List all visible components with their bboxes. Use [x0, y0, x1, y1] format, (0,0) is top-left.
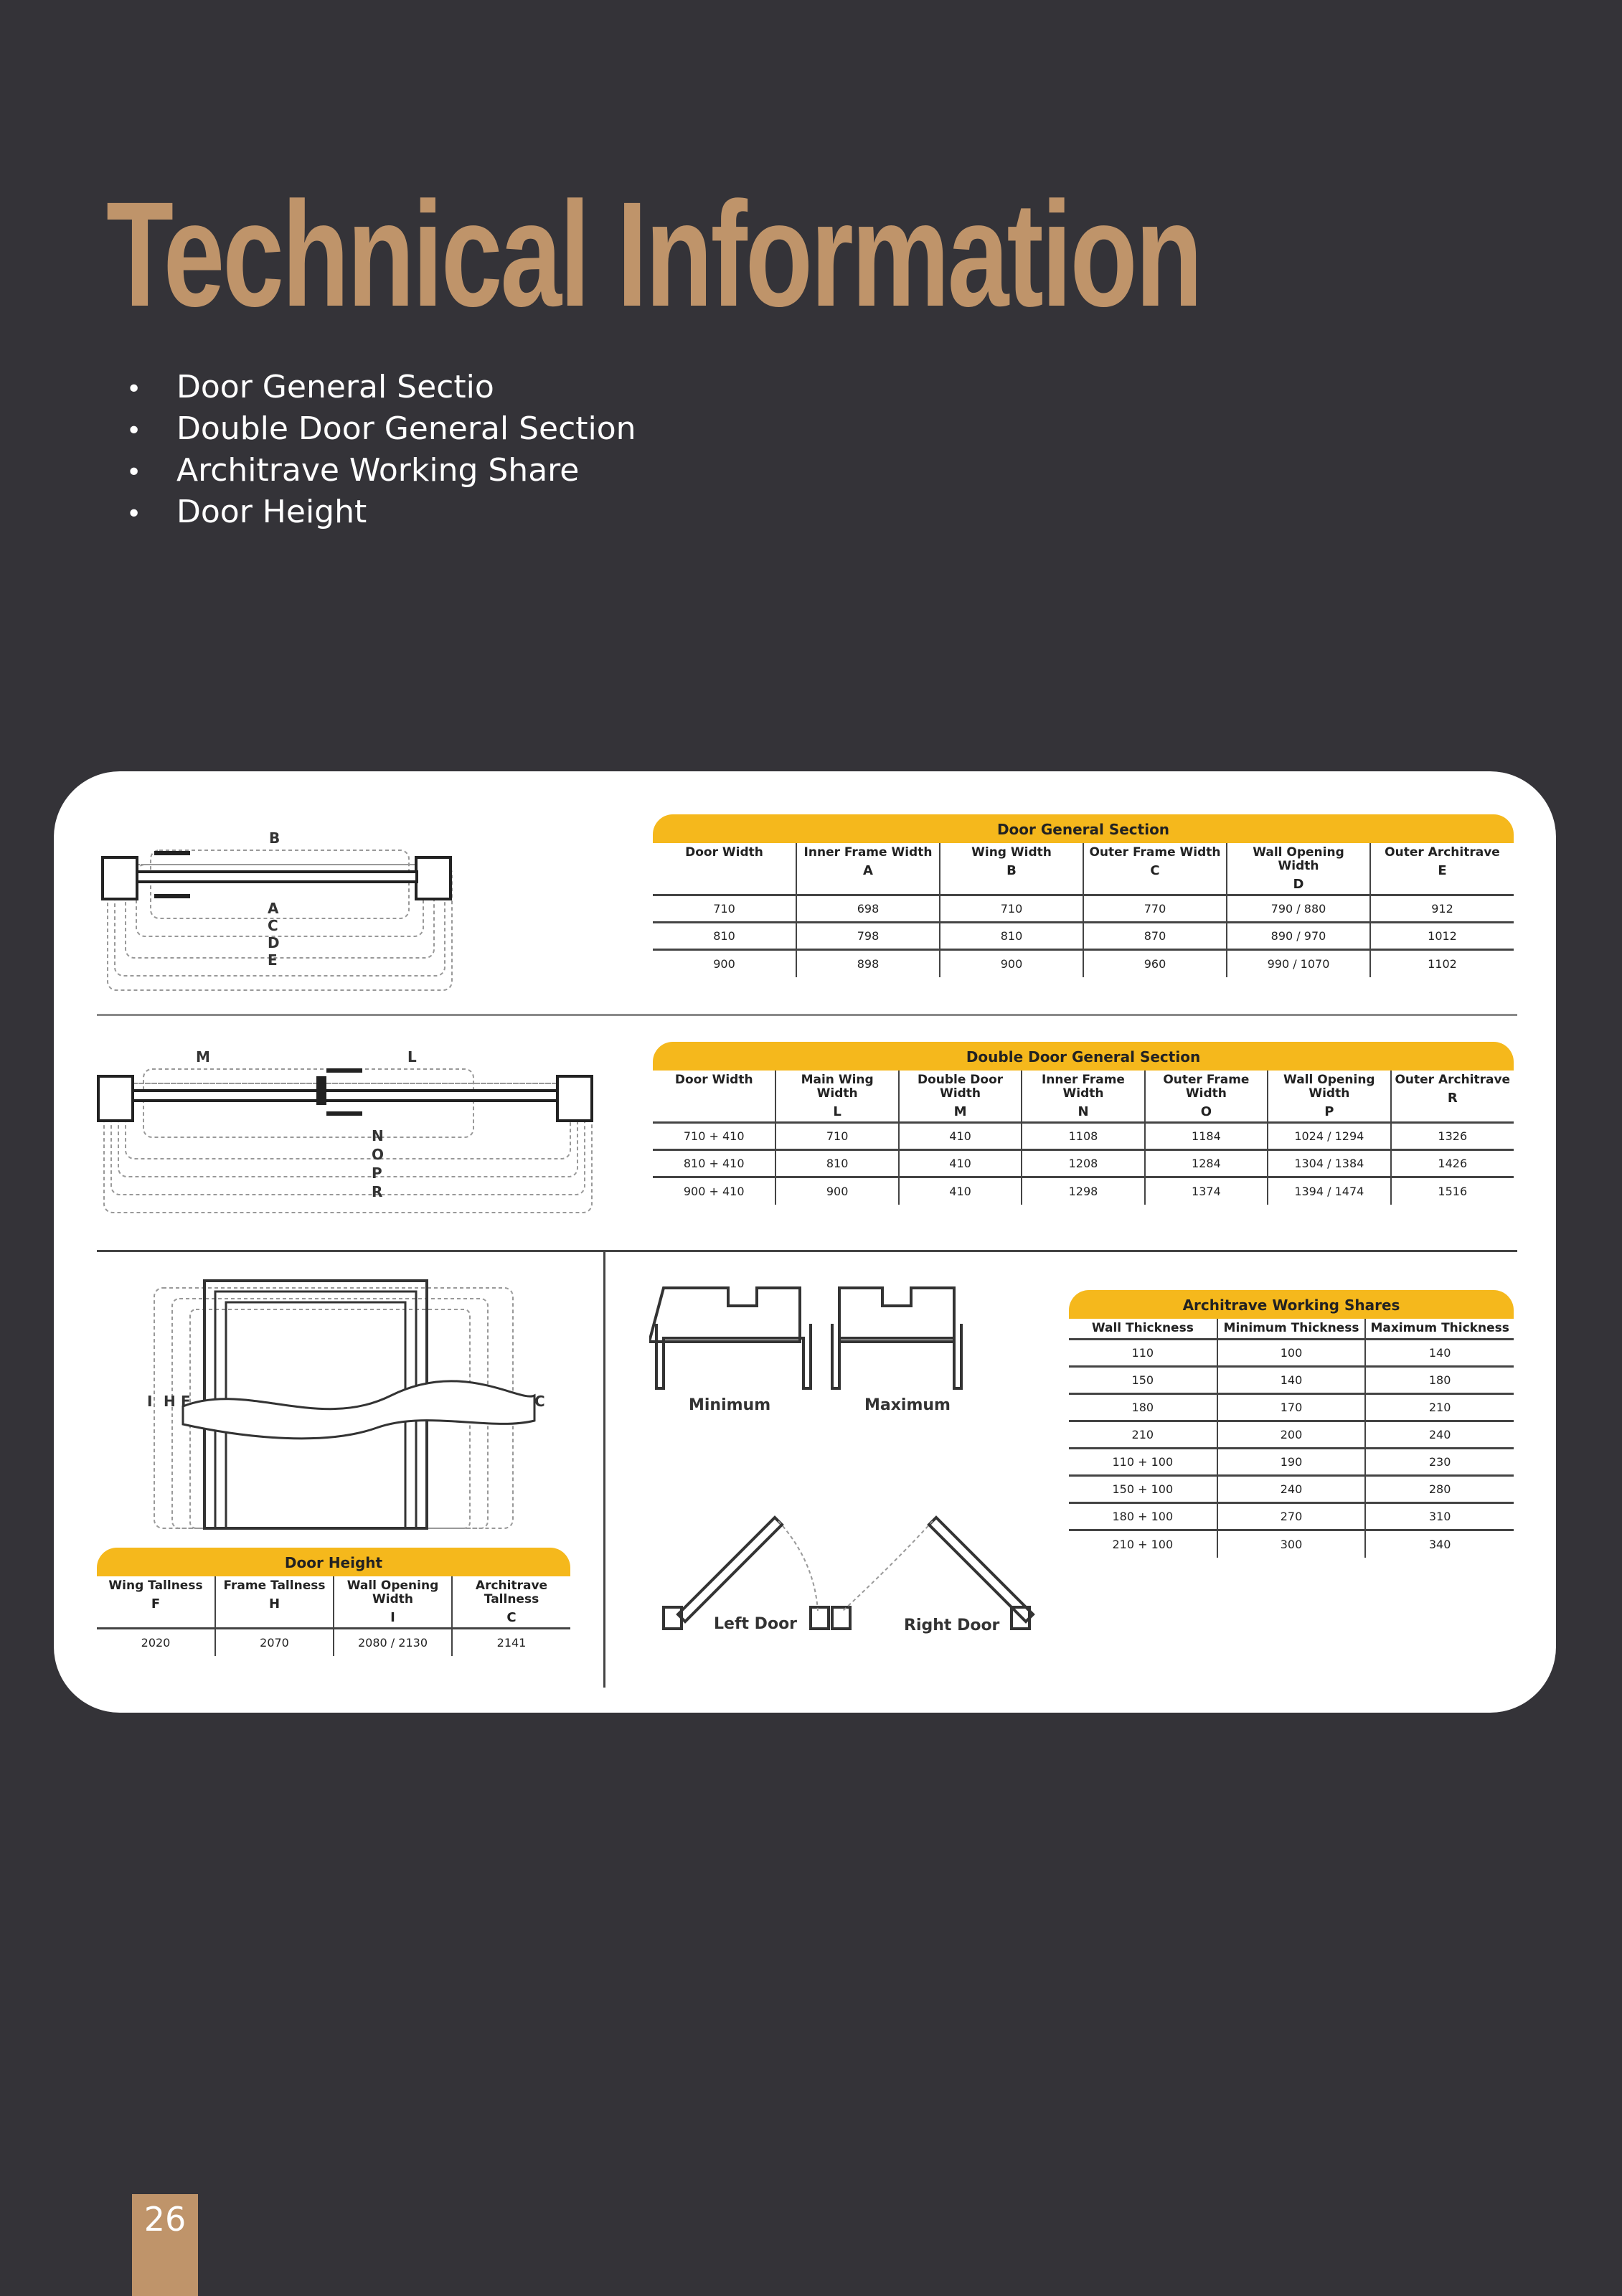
header-cell: Architrave Tallness C — [452, 1576, 570, 1629]
table-cell: 180 + 100 — [1069, 1503, 1217, 1530]
table-title: Architrave Working Shares — [1069, 1290, 1514, 1319]
bullet-text: Architrave Working Share — [176, 452, 580, 489]
table-cell: 1102 — [1370, 950, 1514, 977]
header-cell: Double Door Width M — [899, 1071, 1022, 1123]
table-row — [653, 1177, 1514, 1205]
header-cell: Outer Frame Width O — [1145, 1071, 1268, 1123]
table-cell: 810 — [775, 1150, 898, 1177]
table-cell: 140 — [1365, 1340, 1514, 1367]
header-cell: Main Wing Width L — [775, 1071, 898, 1123]
minimum-label: Minimum — [689, 1396, 771, 1414]
letter-e: E — [268, 951, 278, 969]
table-row — [653, 895, 1514, 923]
header-cell: Outer Architrave E — [1370, 843, 1514, 895]
table-cell: 990 / 1070 — [1227, 950, 1370, 977]
table-cell: 1516 — [1391, 1177, 1514, 1205]
header-cell: Inner Frame Width A — [796, 843, 940, 895]
table-cell: 810 + 410 — [653, 1150, 775, 1177]
table-cell: 170 — [1217, 1394, 1366, 1421]
bullet-item — [126, 492, 636, 534]
table-cell: 230 — [1365, 1449, 1514, 1476]
table-cell: 900 + 410 — [653, 1177, 775, 1205]
bullet-list — [126, 367, 636, 534]
table-cell: 280 — [1365, 1476, 1514, 1503]
vertical-divider — [603, 1250, 605, 1688]
table-header-row — [653, 1071, 1514, 1123]
architrave-table — [1069, 1290, 1514, 1558]
table-cell: 100 — [1217, 1340, 1366, 1367]
letter-l: L — [407, 1048, 417, 1065]
table-row — [1069, 1449, 1514, 1476]
table-cell: 2070 — [215, 1629, 334, 1656]
bullet-text: Door General Sectio — [176, 369, 494, 405]
header-cell: Door Width — [685, 845, 763, 860]
right-door-label: Right Door — [904, 1617, 1000, 1634]
table-cell: 960 — [1083, 950, 1227, 977]
table-cell: 190 — [1217, 1449, 1366, 1476]
table-cell: 200 — [1217, 1421, 1366, 1449]
table-cell: 900 — [940, 950, 1083, 977]
table-header-row — [653, 843, 1514, 895]
header-cell: Wall Opening Width I — [334, 1576, 452, 1629]
header-cell: Outer Frame Width C — [1083, 843, 1227, 895]
letter-i: I — [147, 1393, 153, 1410]
letter-p: P — [372, 1165, 382, 1182]
header-cell: Door Width — [674, 1073, 753, 1087]
double-door-table — [653, 1042, 1514, 1205]
table-cell: 110 — [1069, 1340, 1217, 1367]
table-row — [1069, 1367, 1514, 1394]
header-cell: Wing Tallness F — [108, 1578, 203, 1612]
table-cell: 1284 — [1145, 1150, 1268, 1177]
header-cell: Wing Width B — [940, 843, 1083, 895]
bullet-text: Double Door General Section — [176, 410, 636, 447]
table-cell: 1394 / 1474 — [1268, 1177, 1390, 1205]
table-cell: 900 — [653, 950, 796, 977]
table-cell: 1184 — [1145, 1123, 1268, 1150]
section-letters — [196, 1048, 417, 1200]
letter-c: C — [268, 917, 278, 934]
table-cell: 340 — [1365, 1530, 1514, 1558]
table-cell: 2141 — [452, 1629, 570, 1656]
letter-m: M — [196, 1048, 210, 1065]
table-cell: 870 — [1083, 923, 1227, 950]
table-cell: 240 — [1217, 1476, 1366, 1503]
door-section-drawing — [90, 822, 534, 1037]
table-cell: 710 — [940, 895, 1083, 923]
table-title: Double Door General Section — [653, 1042, 1514, 1071]
header-cell: Wall Opening Width P — [1268, 1071, 1390, 1123]
letter-b: B — [269, 829, 280, 847]
letter-c: C — [534, 1393, 545, 1410]
letter-n: N — [372, 1127, 384, 1144]
table-row — [1069, 1476, 1514, 1503]
table-cell: 810 — [653, 923, 796, 950]
table-cell: 710 — [653, 895, 796, 923]
table-cell: 710 + 410 — [653, 1123, 775, 1150]
table-cell: 410 — [899, 1150, 1022, 1177]
table-cell: 912 — [1370, 895, 1514, 923]
bullet-text: Door Height — [176, 494, 367, 530]
table-cell: 110 + 100 — [1069, 1449, 1217, 1476]
section-divider — [97, 1014, 1517, 1016]
table-title: Door Height — [97, 1548, 570, 1576]
header-cell: Wall Opening Width D — [1227, 843, 1370, 895]
table-cell: 1024 / 1294 — [1268, 1123, 1390, 1150]
table-cell: 790 / 880 — [1227, 895, 1370, 923]
table-cell: 1304 / 1384 — [1268, 1150, 1390, 1177]
table-cell: 270 — [1217, 1503, 1366, 1530]
header-cell: Outer Architrave R — [1391, 1071, 1514, 1123]
bullet-dot: • — [126, 416, 142, 446]
left-door-label: Left Door — [714, 1615, 798, 1633]
table-cell: 1108 — [1022, 1123, 1144, 1150]
table-cell: 1208 — [1022, 1150, 1144, 1177]
table-cell: 898 — [796, 950, 940, 977]
table-cell: 2020 — [97, 1629, 215, 1656]
table-cell: 210 + 100 — [1069, 1530, 1217, 1558]
table-cell: 310 — [1365, 1503, 1514, 1530]
table-cell: 210 — [1365, 1394, 1514, 1421]
technical-card — [54, 771, 1556, 1713]
page-number: 26 — [132, 2194, 198, 2296]
table-cell: 210 — [1069, 1421, 1217, 1449]
table-cell: 150 — [1069, 1367, 1217, 1394]
table-header-row — [1069, 1319, 1514, 1340]
letter-h: H — [164, 1393, 176, 1410]
table-cell: 1374 — [1145, 1177, 1268, 1205]
door-general-table — [653, 814, 1514, 977]
bullet-item — [126, 409, 636, 451]
door-height-drawing — [90, 1266, 577, 1539]
table-row — [97, 1629, 570, 1656]
table-row — [1069, 1530, 1514, 1558]
table-cell: 1012 — [1370, 923, 1514, 950]
table-header-row — [97, 1576, 570, 1629]
header-cell: Maximum Thickness — [1365, 1319, 1514, 1340]
table-cell: 180 — [1069, 1394, 1217, 1421]
table-cell: 900 — [775, 1177, 898, 1205]
letter-o: O — [372, 1146, 385, 1163]
table-cell: 770 — [1083, 895, 1227, 923]
table-cell: 2080 / 2130 — [334, 1629, 452, 1656]
bullet-dot: • — [126, 458, 142, 487]
table-cell: 140 — [1217, 1367, 1366, 1394]
page-title: Technical Information — [106, 171, 1201, 338]
table-cell: 1298 — [1022, 1177, 1144, 1205]
bullet-item — [126, 367, 636, 409]
table-cell: 810 — [940, 923, 1083, 950]
bullet-item — [126, 451, 636, 492]
door-height-table — [97, 1548, 570, 1656]
table-row — [653, 923, 1514, 950]
table-cell: 410 — [899, 1123, 1022, 1150]
table-cell: 698 — [796, 895, 940, 923]
table-cell: 150 + 100 — [1069, 1476, 1217, 1503]
table-cell: 180 — [1365, 1367, 1514, 1394]
table-cell: 710 — [775, 1123, 898, 1150]
table-cell: 240 — [1365, 1421, 1514, 1449]
table-row — [1069, 1340, 1514, 1367]
header-cell: Wall Thickness — [1091, 1321, 1194, 1335]
architrave-profile-drawing — [649, 1274, 1108, 1690]
table-cell: 1326 — [1391, 1123, 1514, 1150]
letter-r: R — [372, 1183, 383, 1200]
table-cell: 1426 — [1391, 1150, 1514, 1177]
letter-f: F — [181, 1393, 191, 1410]
table-row — [1069, 1394, 1514, 1421]
table-cell: 410 — [899, 1177, 1022, 1205]
header-cell: Inner Frame Width N — [1022, 1071, 1144, 1123]
table-cell: 300 — [1217, 1530, 1366, 1558]
maximum-label: Maximum — [864, 1396, 951, 1414]
header-cell: Minimum Thickness — [1217, 1319, 1366, 1340]
letter-d: D — [268, 934, 280, 951]
table-row — [653, 950, 1514, 977]
table-row — [653, 1150, 1514, 1177]
table-cell: 798 — [796, 923, 940, 950]
header-cell: Frame Tallness H — [215, 1576, 334, 1629]
section-divider — [97, 1250, 1517, 1252]
table-row — [1069, 1503, 1514, 1530]
table-cell: 890 / 970 — [1227, 923, 1370, 950]
table-row — [653, 1123, 1514, 1150]
table-row — [1069, 1421, 1514, 1449]
table-title: Door General Section — [653, 814, 1514, 843]
letter-a: A — [268, 900, 279, 917]
bullet-dot: • — [126, 375, 142, 404]
bullet-dot: • — [126, 499, 142, 529]
double-door-drawing — [90, 1048, 649, 1277]
